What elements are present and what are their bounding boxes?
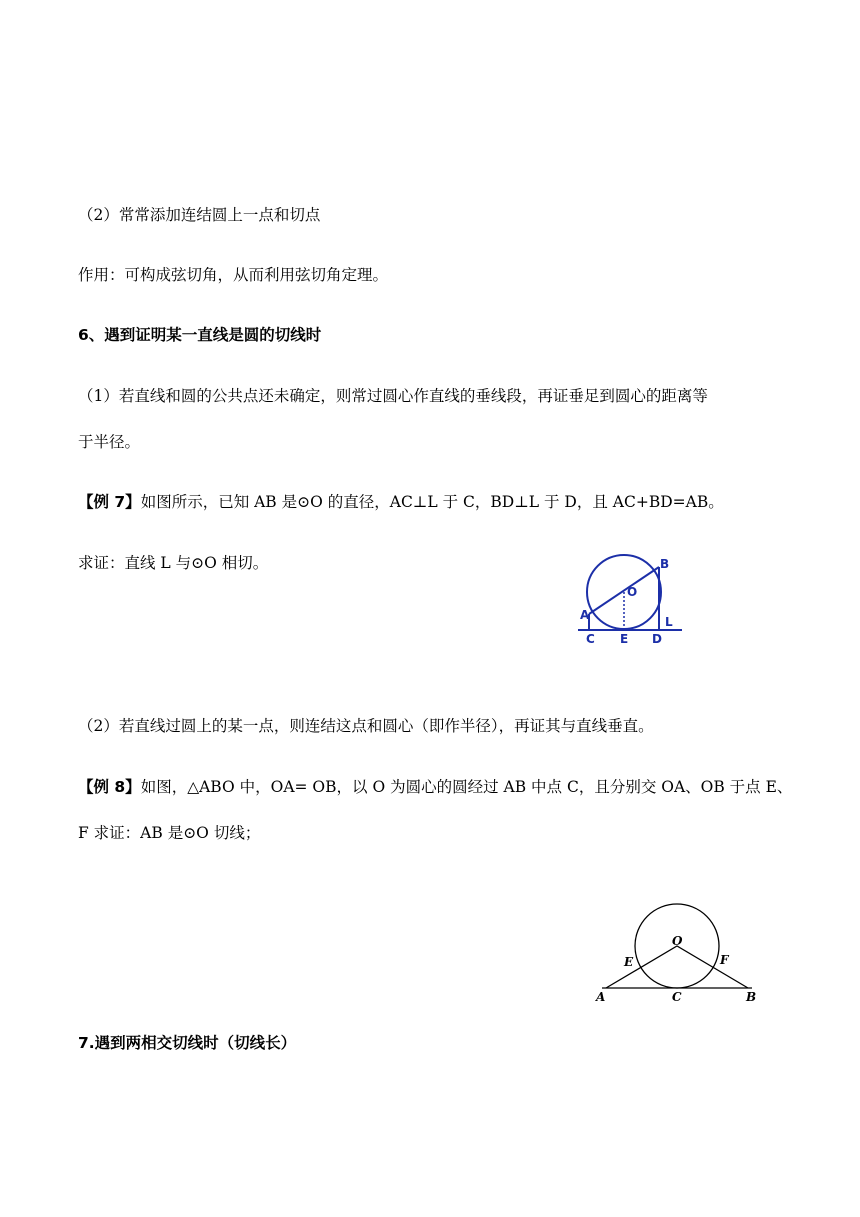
section-6-heading: 6、遇到证明某一直线是圆的切线时 — [78, 326, 322, 344]
label-o: O — [627, 585, 638, 599]
example-7-tag: 【例 7】 — [78, 493, 141, 511]
example-8-figure — [590, 895, 765, 1007]
example-8-tag: 【例 8】 — [78, 778, 141, 796]
example-7-figure — [570, 540, 685, 646]
method-2-text: （2）若直线过圆上的某一点，则连结这点和圆心（即作半径），再证其与直线垂直。 — [78, 717, 654, 735]
label-e: E — [624, 955, 634, 969]
label-l: L — [665, 615, 673, 629]
example-8 — [78, 777, 792, 797]
label-b: B — [746, 990, 757, 1004]
label-o: O — [672, 934, 683, 948]
example-7-prove: 求证：直线 L 与⊙O 相切。 — [78, 554, 269, 572]
method-1-text: （1）若直线和圆的公共点还未确定，则常过圆心作直线的垂线段，再证垂足到圆心的距离等 — [78, 387, 708, 405]
label-f: F — [720, 953, 729, 967]
label-c: C — [586, 632, 595, 646]
tip-line-purpose: 作用：可构成弦切角，从而利用弦切角定理。 — [78, 266, 389, 284]
label-d: D — [652, 632, 662, 646]
example-7-text: 如图所示，已知 AB 是⊙O 的直径，AC⊥L 于 C，BD⊥L 于 D，且 AC+BD=AB。 — [140, 493, 724, 511]
label-e: E — [620, 632, 629, 646]
section-7-heading: 7.遇到两相交切线时（切线长） — [78, 1034, 297, 1052]
label-b: B — [660, 557, 670, 571]
method-1-text-cont: 于半径。 — [78, 433, 141, 451]
example-8-text-cont: F 求证：AB 是⊙O 切线； — [78, 824, 261, 842]
diameter-ab — [589, 567, 659, 614]
label-a: A — [580, 608, 590, 622]
label-a: A — [596, 990, 606, 1004]
label-c: C — [672, 990, 682, 1004]
example-7 — [78, 492, 724, 512]
example-8-text: 如图，△ABO 中，OA= OB，以 O 为圆心的圆经过 AB 中点 C，且分别交 OA、OB 于点 E、 — [140, 778, 793, 796]
tip-line-connect-point: （2）常常添加连结圆上一点和切点 — [78, 206, 321, 224]
